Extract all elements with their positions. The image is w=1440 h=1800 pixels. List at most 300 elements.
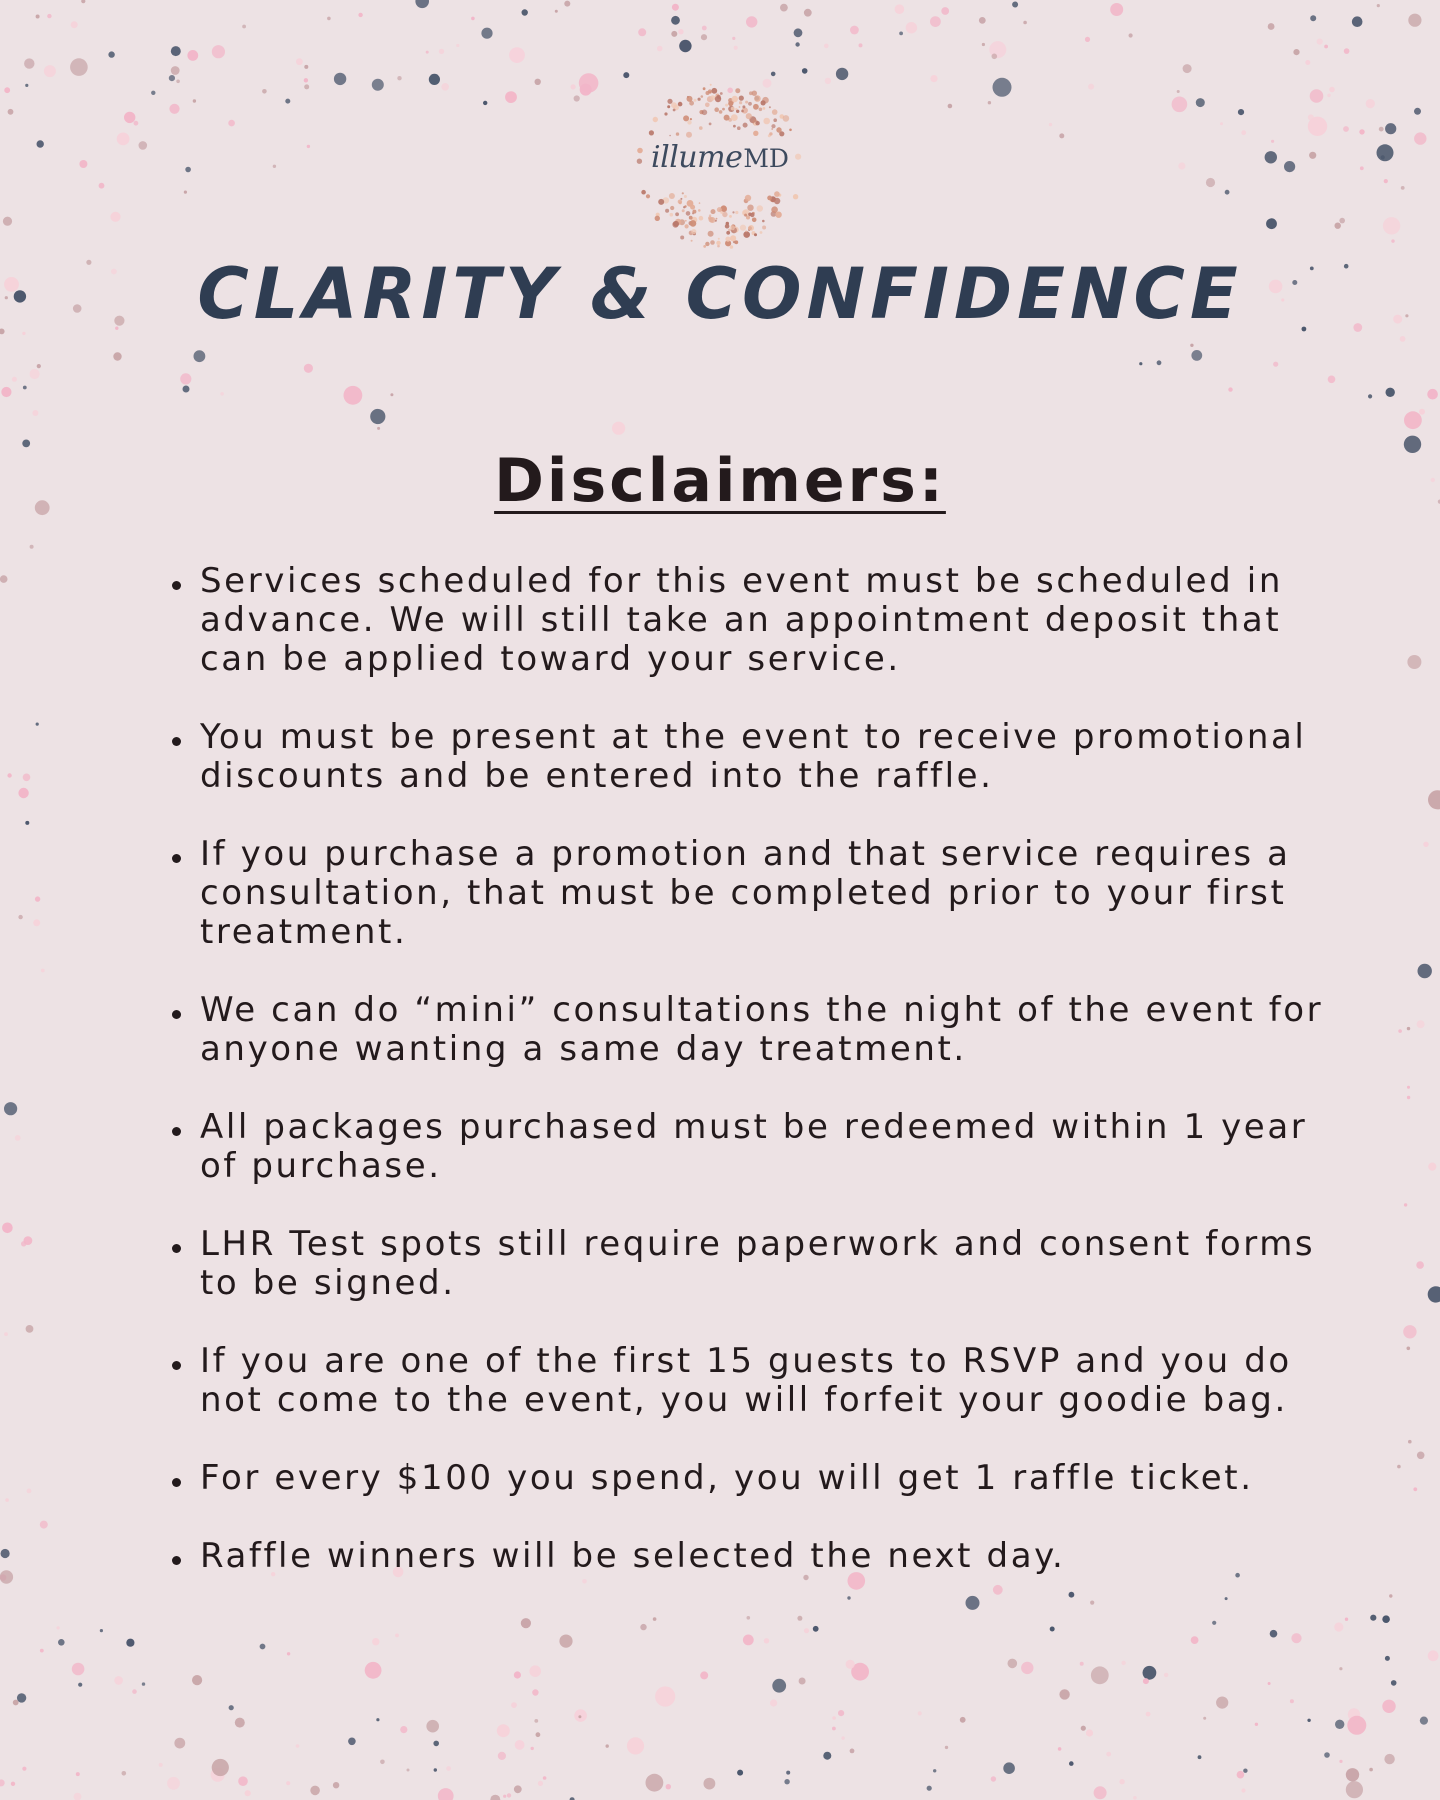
confetti-dot <box>1191 350 1202 361</box>
confetti-dot <box>245 1790 251 1796</box>
confetti-dot <box>786 1771 790 1775</box>
logo-dot <box>762 220 765 223</box>
confetti-dot <box>732 37 735 40</box>
confetti-dot <box>1407 1086 1410 1089</box>
confetti-dot <box>1212 1621 1216 1625</box>
confetti-dot <box>1 1549 10 1558</box>
logo-dot <box>671 102 677 108</box>
confetti-dot <box>1265 151 1277 163</box>
confetti-dot <box>310 1786 320 1796</box>
confetti-dot <box>529 1665 541 1677</box>
confetti-dot <box>117 133 130 146</box>
confetti-dot <box>1404 1203 1407 1206</box>
confetti-dot <box>286 1781 290 1785</box>
logo-dot <box>761 100 766 105</box>
confetti-dot <box>846 1660 855 1669</box>
confetti-dot <box>1164 1673 1168 1677</box>
confetti-dot <box>1386 388 1395 397</box>
confetti-dot <box>700 1671 708 1679</box>
confetti-dot <box>407 1769 410 1772</box>
logo-dot <box>690 118 692 120</box>
confetti-dot <box>1427 389 1438 400</box>
disclaimers-heading-text: Disclaimers: <box>494 446 946 516</box>
confetti-dot <box>1191 1636 1199 1644</box>
confetti-dot <box>832 1727 836 1731</box>
confetti-dot <box>1228 387 1232 391</box>
confetti-dot <box>850 26 859 35</box>
confetti-dot <box>653 1617 657 1621</box>
logo-dot <box>676 132 679 135</box>
logo-dot <box>793 194 798 199</box>
confetti-dot <box>1407 655 1421 669</box>
confetti-dot <box>183 386 190 393</box>
logo-dot <box>789 129 792 132</box>
logo-dot <box>692 210 696 214</box>
confetti-dot <box>1241 1788 1245 1792</box>
confetti-dot <box>99 183 105 189</box>
logo-dot <box>699 126 703 130</box>
logo-dot <box>673 221 679 227</box>
logo-dot <box>725 104 728 107</box>
confetti-dot <box>334 73 346 85</box>
confetti-dot <box>511 1702 517 1708</box>
logo-dot <box>740 225 746 231</box>
confetti-dot <box>439 49 444 54</box>
confetti-dot <box>441 83 449 91</box>
confetti-dot <box>770 1699 777 1706</box>
confetti-dot <box>23 774 31 782</box>
confetti-dot <box>1408 14 1421 27</box>
logo-dot <box>680 198 682 200</box>
logo-dot <box>710 95 715 100</box>
logo-dot <box>646 194 650 198</box>
confetti-dot <box>26 1325 34 1333</box>
confetti-dot <box>171 46 181 56</box>
confetti-dot <box>1121 1661 1125 1665</box>
confetti-dot <box>174 1738 185 1749</box>
confetti-dot <box>564 1 570 7</box>
confetti-dot <box>679 40 691 52</box>
confetti-dot <box>838 1710 844 1716</box>
confetti-dot <box>15 1135 21 1141</box>
confetti-dot <box>4 87 10 93</box>
confetti-dot <box>1389 1594 1392 1597</box>
confetti-dot <box>813 1626 819 1632</box>
confetti-dot <box>22 1767 26 1771</box>
confetti-dot <box>1382 1615 1390 1623</box>
confetti-dot <box>678 29 683 34</box>
confetti-dot <box>1293 49 1299 55</box>
logo-dot <box>684 195 687 198</box>
confetti-dot <box>400 1726 407 1733</box>
confetti-dot <box>1178 162 1185 169</box>
confetti-dot <box>1196 98 1205 107</box>
confetti-dot <box>623 72 629 78</box>
confetti-dot <box>426 1720 439 1733</box>
confetti-dot <box>1403 1325 1416 1338</box>
confetti-dot <box>640 1624 646 1630</box>
confetti-dot <box>1021 1662 1033 1674</box>
logo-dot <box>730 225 735 230</box>
confetti-dot <box>1370 1615 1376 1621</box>
confetti-dot <box>1129 33 1133 37</box>
confetti-dot <box>666 1784 671 1789</box>
logo-dot <box>746 113 752 119</box>
logo-dot <box>748 213 752 217</box>
confetti-dot <box>507 1793 511 1797</box>
logo-dot <box>772 109 778 115</box>
confetti-dot <box>235 1718 245 1728</box>
confetti-dot <box>57 1626 60 1629</box>
confetti-dot <box>794 28 803 37</box>
logo-dot <box>731 114 738 121</box>
confetti-dot <box>481 28 492 39</box>
logo-dot <box>694 99 697 102</box>
confetti-dot <box>799 1678 806 1685</box>
confetti-dot <box>836 68 848 80</box>
confetti-dot <box>559 1635 572 1648</box>
confetti-dot <box>671 31 677 37</box>
confetti-dot <box>273 165 276 168</box>
logo-dot <box>771 124 775 128</box>
confetti-dot <box>1139 362 1142 365</box>
logo-dot <box>714 107 719 112</box>
confetti-dot <box>638 28 646 36</box>
confetti-dot <box>580 84 592 96</box>
logo-dot <box>691 229 696 234</box>
disclaimer-item: You must be present at the event to receive promotional discounts and be entered into the raffle. <box>200 718 1350 796</box>
confetti-dot <box>25 84 28 87</box>
confetti-dot <box>1383 217 1400 234</box>
confetti-dot <box>11 1782 15 1786</box>
logo-dot <box>734 240 738 244</box>
logo-dot <box>745 231 747 233</box>
confetti-dot <box>1255 1723 1258 1726</box>
logo-dot <box>703 245 706 248</box>
logo-dot <box>716 241 720 245</box>
logo-dot <box>753 104 759 110</box>
logo-dot <box>726 231 730 235</box>
confetti-dot <box>531 1747 534 1750</box>
confetti-dot <box>514 1671 521 1678</box>
confetti-dot <box>945 1746 948 1749</box>
disclaimer-list <box>168 562 1350 1615</box>
confetti-dot <box>1119 1779 1124 1784</box>
confetti-dot <box>772 1679 786 1693</box>
confetti-dot <box>1368 394 1372 398</box>
confetti-dot <box>1091 1666 1109 1684</box>
confetti-dot <box>1050 1627 1055 1632</box>
logo-dot <box>754 95 761 102</box>
confetti-dot <box>941 7 949 15</box>
logo-dot <box>667 105 670 108</box>
confetti-dot <box>79 160 87 168</box>
confetti-dot <box>1385 123 1396 134</box>
confetti-dot <box>78 1683 82 1687</box>
logo-dot <box>726 222 729 225</box>
confetti-dot <box>262 89 267 94</box>
confetti-dot <box>832 1716 836 1720</box>
confetti-dot <box>1407 1096 1410 1099</box>
confetti-dot <box>490 1795 500 1800</box>
confetti-dot <box>433 1741 439 1747</box>
confetti-dot <box>304 84 309 89</box>
confetti-dot <box>296 58 303 65</box>
confetti-dot <box>358 13 362 17</box>
confetti-dot <box>1339 1760 1342 1763</box>
confetti-dot <box>471 17 475 21</box>
confetti-dot <box>71 21 78 28</box>
confetti-dot <box>1273 362 1278 367</box>
logo-dot <box>675 212 679 216</box>
confetti-dot <box>333 1782 339 1788</box>
confetti-dot <box>228 120 235 127</box>
logo-dot <box>687 120 691 124</box>
confetti-dot <box>74 1793 82 1800</box>
confetti-dot <box>1381 155 1385 159</box>
confetti-dot <box>142 1682 145 1685</box>
confetti-dot <box>372 79 384 91</box>
logo-dot <box>722 212 727 217</box>
logo-dot <box>664 112 667 115</box>
confetti-dot <box>1400 336 1406 342</box>
confetti-dot <box>113 352 121 360</box>
logo-dot <box>686 132 692 138</box>
logo-dot <box>739 101 742 104</box>
confetti-dot <box>1198 1755 1202 1759</box>
logo-dot <box>701 95 704 98</box>
confetti-dot <box>151 91 155 95</box>
logo-dot <box>733 125 736 128</box>
confetti-dot <box>187 50 198 61</box>
confetti-dot <box>1420 1717 1428 1725</box>
confetti-dot <box>24 58 34 68</box>
confetti-dot <box>434 1768 437 1771</box>
confetti-dot <box>1 387 11 397</box>
logo-dot <box>773 118 777 122</box>
confetti-dot <box>1391 239 1394 242</box>
logo-dot <box>715 96 721 102</box>
logo-dot <box>737 126 741 130</box>
confetti-dot <box>657 46 663 52</box>
confetti-dot <box>169 104 179 114</box>
confetti-dot <box>1143 1666 1157 1680</box>
confetti-dot <box>124 112 135 123</box>
logo-dot <box>728 101 733 106</box>
logo-dot <box>705 242 709 246</box>
confetti-dot <box>859 43 863 47</box>
logo-dot <box>687 200 694 207</box>
confetti-dot <box>1177 90 1180 93</box>
confetti-dot <box>497 1724 510 1737</box>
confetti-dot <box>1344 48 1350 54</box>
confetti-dot <box>36 723 39 726</box>
confetti-dot <box>1329 87 1335 93</box>
confetti-dot <box>76 1772 80 1776</box>
confetti-dot <box>1143 1678 1149 1684</box>
confetti-dot <box>1058 1747 1062 1751</box>
confetti-dot <box>18 788 28 798</box>
confetti-dot <box>930 16 941 27</box>
confetti-dot <box>1008 1659 1018 1669</box>
confetti-dot <box>671 16 680 25</box>
confetti-dot <box>784 1779 789 1784</box>
confetti-dot <box>1328 376 1336 384</box>
confetti-dot <box>1268 23 1275 30</box>
confetti-dot <box>571 84 576 89</box>
confetti-dot <box>304 65 308 69</box>
confetti-dot <box>1352 16 1363 27</box>
confetti-dot <box>606 1744 609 1747</box>
logo-dot <box>767 196 772 201</box>
confetti-dot <box>3 217 12 226</box>
confetti-dot <box>1417 1452 1425 1460</box>
logo-dot <box>744 214 747 217</box>
confetti-dot <box>37 364 41 368</box>
confetti-dot <box>927 1786 932 1791</box>
confetti-dot <box>1428 1650 1439 1661</box>
confetti-dot <box>1206 178 1215 187</box>
logo-dot <box>720 92 723 95</box>
confetti-dot <box>395 1634 399 1638</box>
confetti-dot <box>36 15 40 19</box>
confetti-dot <box>35 896 40 901</box>
confetti-dot <box>1414 108 1421 115</box>
confetti-dot <box>159 1763 163 1767</box>
confetti-dot <box>33 919 40 926</box>
logo-dot <box>705 103 710 108</box>
logo-dot <box>735 211 738 214</box>
confetti-dot <box>1408 1440 1412 1444</box>
confetti-dot <box>1094 1786 1107 1799</box>
logo-dot <box>682 192 684 194</box>
confetti-dot <box>1284 161 1295 172</box>
confetti-dot <box>1416 1261 1424 1269</box>
confetti-dot <box>1384 179 1388 183</box>
confetti-dot <box>823 1752 831 1760</box>
confetti-dot <box>1382 1700 1395 1713</box>
confetti-dot <box>1428 790 1440 809</box>
confetti-dot <box>1243 1769 1247 1773</box>
confetti-dot <box>344 386 363 405</box>
confetti-dot <box>4 1332 8 1336</box>
disclaimer-item: If you are one of the first 15 guests to RSVP and you do not come to the event, you will forfeit your goodie bag. <box>200 1342 1350 1420</box>
logo-dot <box>698 209 701 212</box>
logo-dot <box>699 216 704 221</box>
logo-dot <box>754 233 757 236</box>
confetti-dot <box>536 1732 541 1737</box>
confetti-dot <box>1397 1465 1401 1469</box>
confetti-dot <box>1309 152 1316 159</box>
confetti-dot <box>327 17 331 21</box>
confetti-dot <box>979 17 986 24</box>
logo-dot <box>669 135 671 137</box>
confetti-dot <box>58 1639 65 1646</box>
confetti-dot <box>40 1521 48 1529</box>
confetti-dot <box>4 1102 17 1115</box>
confetti-dot <box>132 1689 137 1694</box>
logo-dot <box>699 202 701 204</box>
logo-dot <box>763 118 770 125</box>
confetti-dot <box>1401 186 1405 190</box>
logo-dot <box>739 106 741 108</box>
logo-dot <box>641 190 646 195</box>
confetti-dot <box>1310 15 1316 21</box>
confetti-dot <box>578 1715 581 1718</box>
logo-dot <box>711 88 717 94</box>
logo-dot <box>762 226 766 230</box>
confetti-dot <box>646 1774 664 1792</box>
confetti-dot <box>895 4 905 14</box>
confetti-dot <box>505 91 517 103</box>
confetti-dot <box>2 1223 13 1234</box>
confetti-dot <box>701 34 707 40</box>
logo-dot <box>735 88 740 93</box>
confetti-dot <box>1317 39 1323 45</box>
logo-dot <box>709 123 712 126</box>
confetti-dot <box>1133 1796 1137 1800</box>
confetti-dot <box>1334 1622 1343 1631</box>
confetti-dot <box>993 78 1012 97</box>
logo-dot <box>776 127 781 132</box>
confetti-dot <box>804 1628 809 1633</box>
confetti-dot <box>1347 1716 1366 1735</box>
confetti-dot <box>180 373 191 384</box>
confetti-dot <box>1398 1029 1402 1033</box>
confetti-dot <box>737 1770 743 1776</box>
logo-dot <box>702 110 708 116</box>
confetti-dot <box>899 32 903 36</box>
confetti-dot <box>1428 1286 1440 1302</box>
confetti-dot <box>1359 129 1364 134</box>
confetti-dot <box>702 26 707 31</box>
confetti-dot <box>185 167 191 173</box>
logo-dot <box>680 236 684 240</box>
logo-dot <box>775 212 781 218</box>
confetti-dot <box>521 1618 531 1628</box>
confetti-dot <box>1339 1667 1342 1670</box>
confetti-dot <box>746 16 757 27</box>
logo-md-text: MD <box>743 144 789 173</box>
confetti-dot <box>764 1638 769 1643</box>
logo-dot <box>717 245 720 248</box>
logo-dot <box>752 218 757 223</box>
confetti-dot <box>802 68 808 74</box>
confetti-dot <box>1335 223 1341 229</box>
logo-dot <box>745 101 748 104</box>
confetti-dot <box>1385 1656 1390 1661</box>
confetti-dot <box>1172 97 1188 113</box>
confetti-dot <box>930 75 937 82</box>
confetti-dot <box>1369 1768 1373 1772</box>
confetti-dot <box>429 74 440 85</box>
disclaimer-item: Services scheduled for this event must be scheduled in advance. We will still take an appointment deposit that can be applied toward your service. <box>200 562 1350 679</box>
confetti-dot <box>1419 409 1425 415</box>
confetti-dot <box>44 65 56 77</box>
confetti-dot <box>1059 133 1064 138</box>
confetti-dot <box>307 145 310 148</box>
confetti-dot <box>1266 218 1277 229</box>
confetti-dot <box>229 1705 234 1710</box>
confetti-dot <box>1290 1699 1294 1703</box>
confetti-dot <box>426 51 429 54</box>
confetti-dot <box>1291 1633 1301 1643</box>
disclaimers-heading <box>0 448 1440 514</box>
confetti-dot <box>1023 21 1027 25</box>
confetti-dot <box>1216 1697 1228 1709</box>
confetti-dot <box>220 392 224 396</box>
confetti-dot <box>348 1738 356 1746</box>
